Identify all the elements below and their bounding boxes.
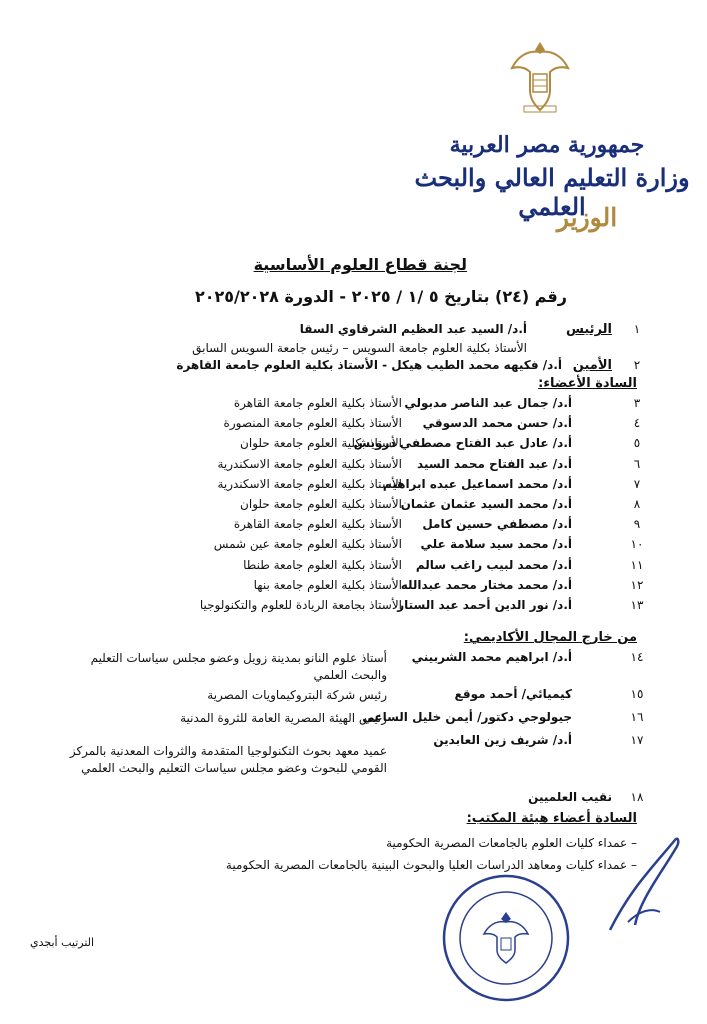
member-name: أ.د/ ابراهيم محمد الشربيني [411, 650, 572, 664]
country-name: جمهورية مصر العربية [449, 132, 645, 158]
member-row [0, 477, 707, 499]
row-number: ١٧ [630, 733, 644, 747]
member-desc: رئيس الهيئة المصرية العامة للثروة المدنية [180, 711, 387, 725]
member-name: أ.د/ محمد لبيب راغب سالم [415, 558, 572, 572]
member-name: أ.د/ عادل عبد الفتاح مصطفي درويش [353, 436, 572, 450]
bureau-title: السادة أعضاء هيئة المكتب: [466, 811, 637, 826]
row-number: ١٥ [630, 687, 644, 701]
member-row [0, 436, 707, 458]
eagle-emblem-icon [510, 38, 570, 116]
row-number: ١٨ [630, 790, 644, 804]
row-number: ٦ [633, 457, 641, 471]
president-role: الرئيس [566, 322, 612, 337]
member-name: أ.د/ عبد الفتاح محمد السيد [417, 457, 572, 471]
bureau-item-text: عمداء كليات العلوم بالجامعات المصرية الحكومية [386, 836, 628, 850]
ministry-name: وزارة التعليم العالي والبحث العلمي [414, 163, 690, 221]
member-row [0, 517, 707, 539]
member-row [0, 497, 707, 519]
member-row [0, 578, 707, 600]
row-number: ١٢ [630, 578, 644, 592]
member-name: أ.د/ شريف زين العابدين [433, 733, 572, 747]
member-desc: عميد معهد بحوث التكنولوجيا المتقدمة والثروات المعدنية بالمركز القومي للبحوث وعضو مجلس سياسات التعليم والبحث العلمي [69, 744, 387, 775]
decision-number: رقم (٢٤) بتاريخ ٥ /١ / ٢٠٢٥ - الدورة ٢٠٢٥/٢٠٢٨ [194, 287, 567, 306]
member-desc: الأستاذ بكلية العلوم جامعة عين شمس [213, 537, 402, 551]
committee-title: لجنة قطاع العلوم الأساسية [253, 255, 467, 274]
member-desc: الأستاذ بكلية العلوم جامعة القاهرة [233, 517, 402, 531]
member-name: أ.د/ جمال عبد الناصر مدبولي [404, 396, 572, 410]
outside-row [0, 710, 707, 732]
row-number: ١ [633, 322, 641, 336]
row-number: ١٣ [630, 598, 644, 612]
member-desc: الأستاذ بكلية العلوم جامعة حلوان [240, 436, 402, 450]
member-desc: الأستاذ بكلية العلوم جامعة بنها [253, 578, 402, 592]
member-row [0, 396, 707, 418]
secretary-text: أ.د/ فكيهه محمد الطيب هيكل - الأستاذ بكلية العلوم جامعة القاهرة [176, 358, 562, 372]
row-number: ٨ [633, 497, 641, 511]
member-desc: الأستاذ بكلية العلوم جامعة الاسكندرية [217, 477, 402, 491]
member-name: كيميائي/ أحمد موقع [454, 687, 572, 701]
official-stamp-icon [440, 872, 572, 1004]
member-row [0, 537, 707, 559]
member-name: أ.د/ حسن محمد الدسوقي [422, 416, 572, 430]
member-desc: الأستاذ بكلية العلوم جامعة حلوان [240, 497, 402, 511]
row-number: ٤ [633, 416, 641, 430]
member-name: أ.د/ محمد سيد سلامة علي [420, 537, 572, 551]
member-desc: الأستاذ بكلية العلوم جامعة الاسكندرية [217, 457, 402, 471]
member-name: أ.د/ محمد اسماعيل عبده ابراهيم [382, 477, 572, 491]
member-name: أ.د/ نور الدين أحمد عبد الستار [397, 598, 572, 612]
syndicate-text: نقيب العلميين [528, 790, 612, 804]
secretary-role: الأمين [572, 358, 612, 373]
row-number: ١١ [630, 558, 644, 572]
alphabetical-note: الترتيب أبجدي [30, 936, 95, 949]
outside-row [0, 650, 707, 682]
member-desc: أستاذ علوم النانو بمدينة زويل وعضو مجلس سياسات التعليم والبحث العلمي [90, 651, 387, 682]
member-name: جيولوجي دكتور/ أيمن خليل الساعي [362, 710, 572, 724]
member-desc: الأستاذ بكلية العلوم جامعة القاهرة [233, 396, 402, 410]
row-number: ٩ [633, 517, 641, 531]
member-row [0, 598, 707, 620]
bureau-item-text: عمداء كليات ومعاهد الدراسات العليا والبحوث البينية بالجامعات المصرية الحكومية [225, 858, 628, 872]
member-desc: الأستاذ بجامعة الريادة للعلوم والتكنولوجيا [199, 598, 402, 612]
row-number: ١٠ [630, 537, 644, 551]
row-number: ١٦ [630, 710, 644, 724]
outside-title: من خارج المجال الأكاديمي: [463, 630, 637, 645]
outside-row [0, 687, 707, 709]
president-name: أ.د/ السيد عبد العظيم الشرقاوي السقا [299, 322, 527, 336]
member-desc: الأستاذ بكلية العلوم جامعة المنصورة [223, 416, 402, 430]
signature-icon [580, 830, 700, 940]
outside-row [0, 733, 707, 775]
office-title: الوزير [556, 203, 618, 232]
row-number: ١٤ [630, 650, 644, 664]
syndicate-row [0, 790, 707, 812]
member-name: أ.د/ محمد مختار محمد عبدالله [400, 578, 572, 592]
row-number: ٧ [633, 477, 641, 491]
president-desc: الأستاذ بكلية العلوم جامعة السويس – رئيس جامعة السويس السابق [192, 341, 527, 355]
members-title: السادة الأعضاء: [538, 376, 637, 391]
member-row [0, 416, 707, 438]
member-row [0, 558, 707, 580]
row-number: ٣ [633, 396, 641, 410]
member-desc: الأستاذ بكلية العلوم جامعة طنطا [243, 558, 402, 572]
member-desc: رئيس شركة البتروكيماويات المصرية [207, 688, 387, 702]
row-number: ٥ [633, 436, 641, 450]
member-name: أ.د/ مصطفي حسين كامل [422, 517, 572, 531]
row-number: ٢ [633, 358, 641, 372]
bureau-item: – عمداء كليات ومعاهد الدراسات العليا والبحوث البينية بالجامعات المصرية الحكومية [225, 858, 637, 872]
member-name: أ.د/ محمد السيد عثمان عثمان [400, 497, 572, 511]
member-row [0, 457, 707, 479]
bureau-item: – عمداء كليات العلوم بالجامعات المصرية الحكومية [386, 836, 637, 850]
